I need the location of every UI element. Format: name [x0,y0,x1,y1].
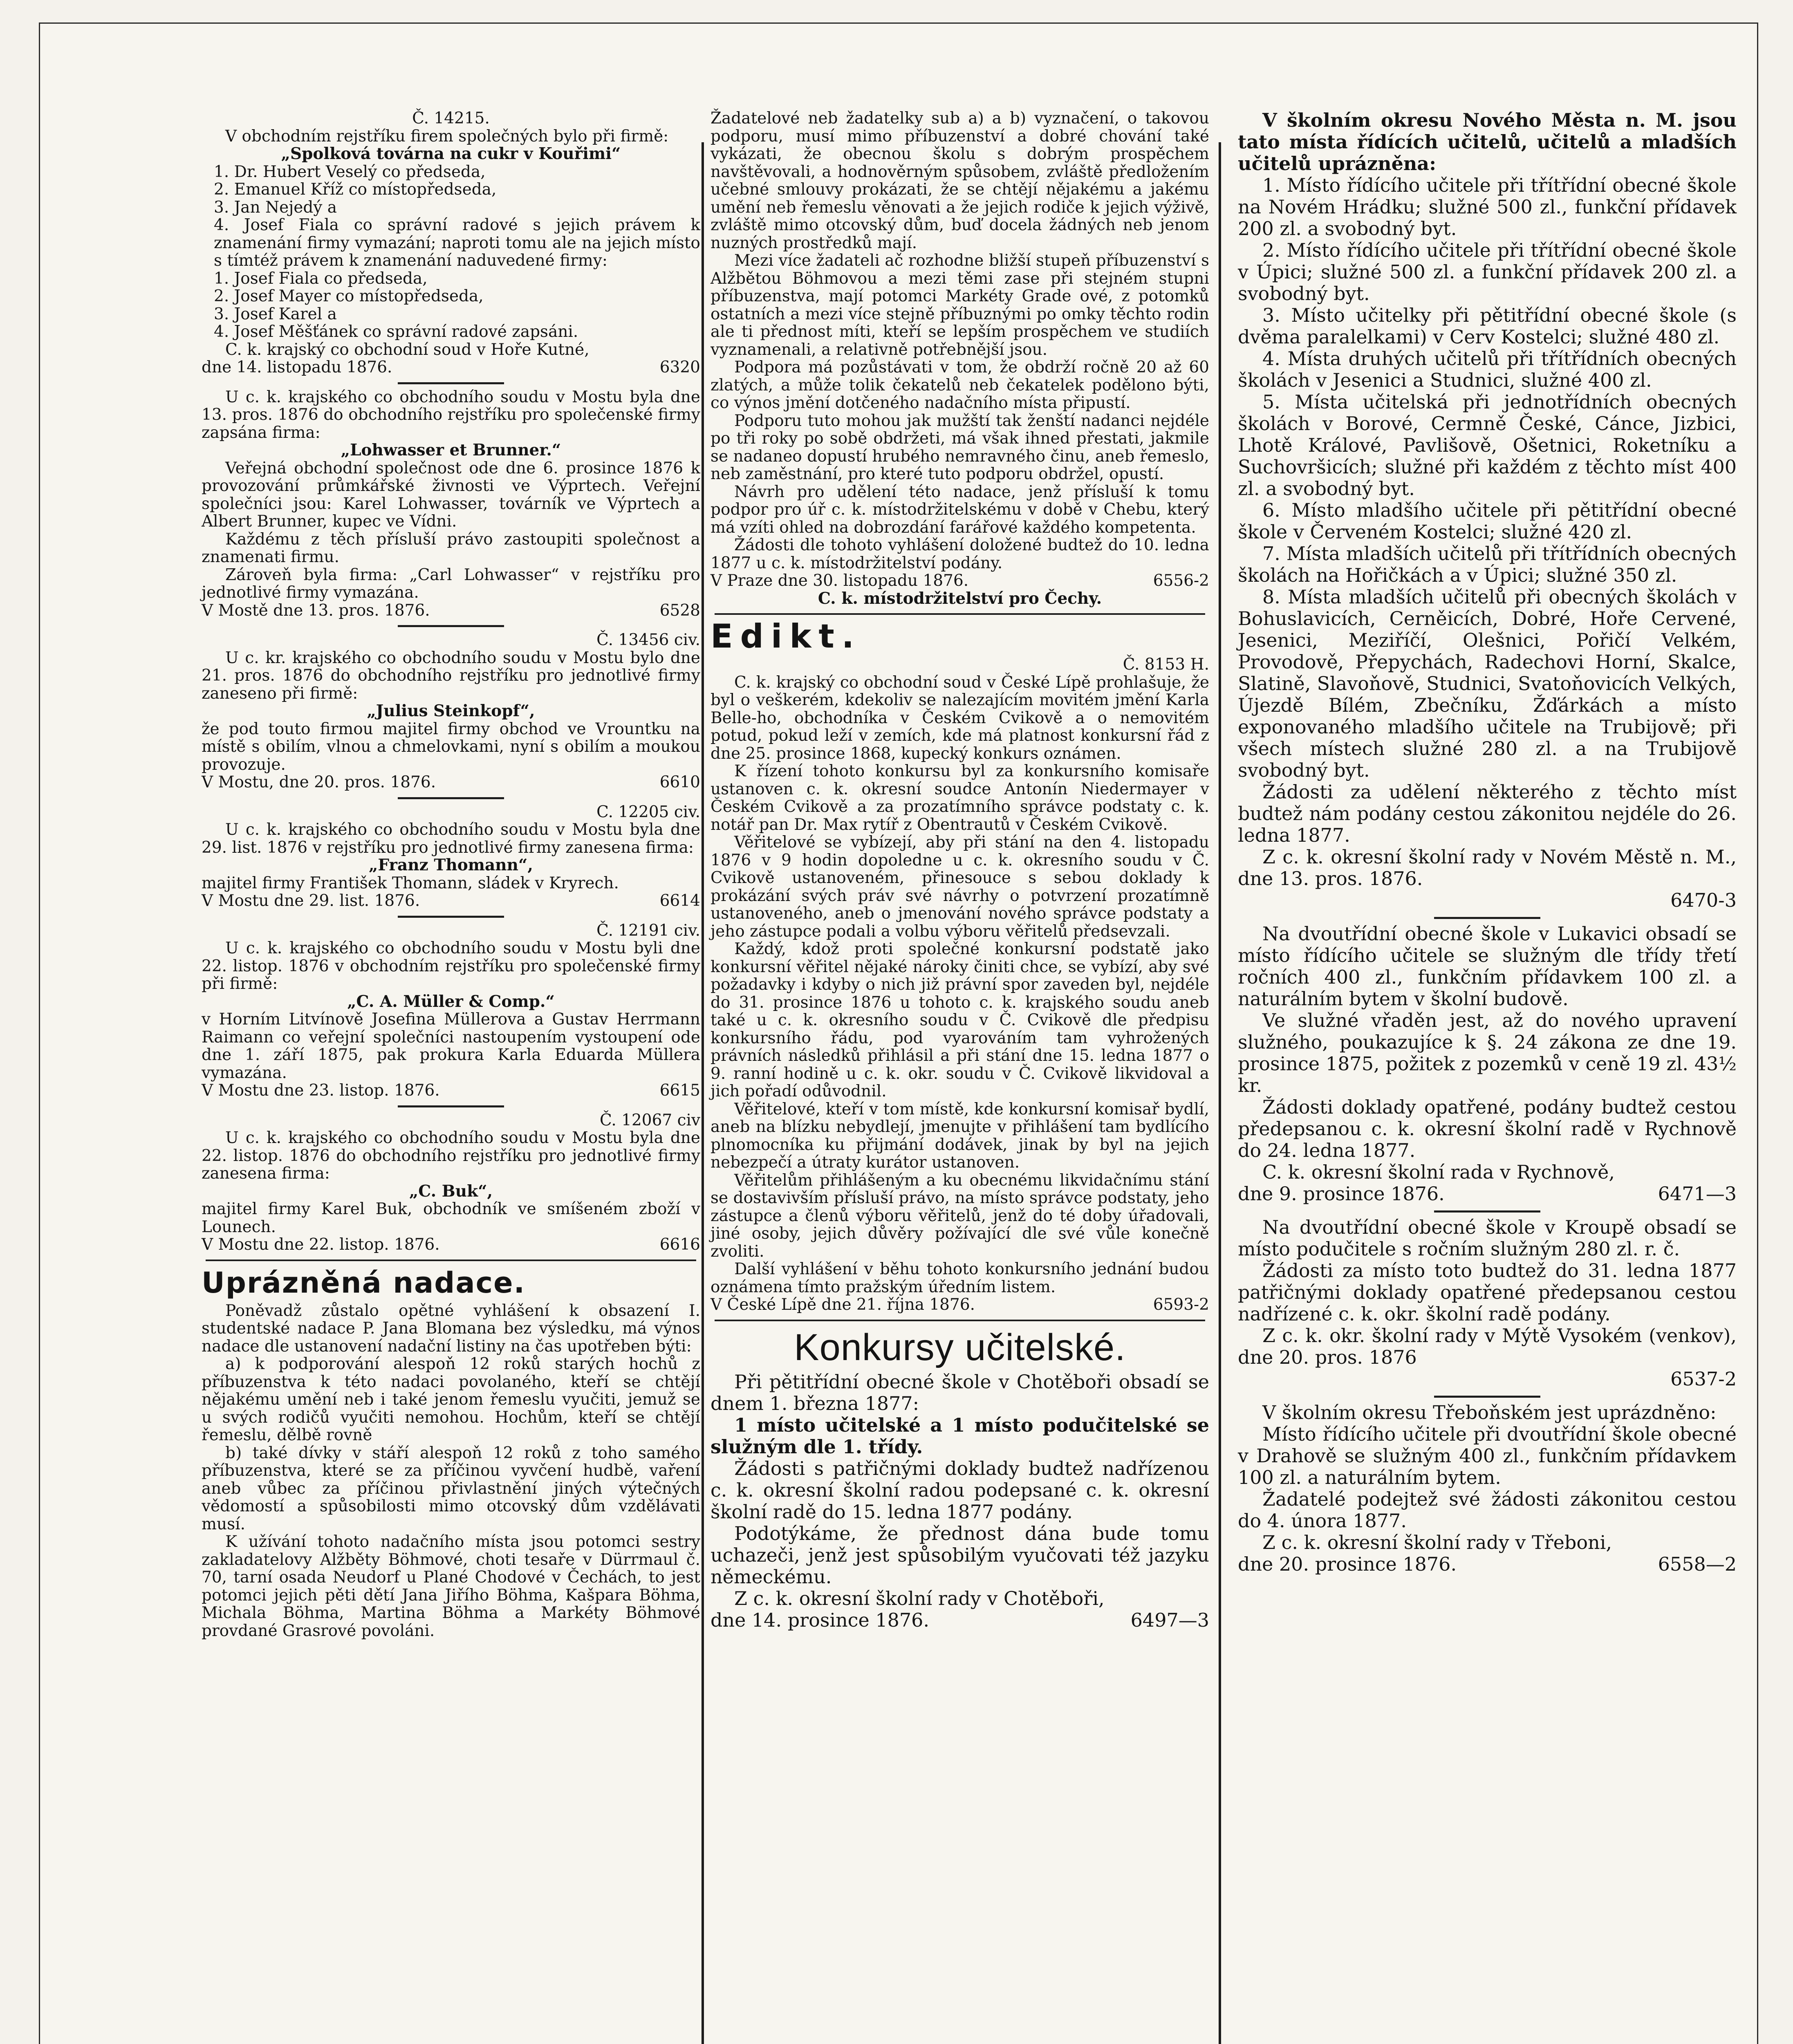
separator [715,1320,1205,1321]
separator [398,625,504,627]
notice-date: V Mostu dne 22. listop. 1876. [202,1235,440,1254]
firm-name: „Julius Steinkopf“, [367,702,535,720]
notice-text: V obchodním rejstříku firem společných bylo při firmě: [225,127,669,146]
member-list [202,270,700,341]
notice-date: V České Lípě dne 21. října 1876. [710,1295,975,1314]
notice-source: Z c. k. okr. školní rady v Mýtě Vysokém (venkov), dne 20. pros. 1876 [1238,1325,1737,1368]
notice-text: 6. Místo mladšího učitele při pětitřídní obecné škole v Červeném Kostelci; služné 420 zl. [1238,499,1737,543]
notice-number: Č. 14215. [412,109,490,128]
notice-text: U c. k. krajského co obchodního soudu v Mostu byli dne 22. listop. 1876 v obchodním rejstříku pro společenské firmy při firmě: [202,939,700,993]
firm-name: „Franz Thomann“, [369,856,533,874]
newspaper-page [39,22,1758,2044]
notice-footer [202,602,700,620]
notice-date: V Mostu dne 23. listop. 1876. [202,1081,440,1100]
notice-text: Každý, kdož proti společné konkursní podstatě jako konkursní věřitel nějaké nároky činiti chce, se vybízí, aby své požadavky i kdyby o nich již právní spor zaveden byl, nejdéle do 31. prosince 1876 u tohoto c. k. krajského soudu aneb také u c. k. okresního soudu v Č. Cvikově dle předpisu konkursního řádu, pod vyarováním tam vyhrožených právních následků přihlásil a při stání dne 15. ledna 1877 o 9. ranní hodině u c. k. okr. soudu v Č. Cvikově likvidoval a jich pořadí odůvodnil. [710,940,1209,1100]
notice-footer [202,773,700,791]
notice-footer [202,892,700,910]
notice-text: K užívání tohoto nadačního místa jsou potomci sestry zakladatelovy Alžběty Böhmové, choti tesaře v Dürrmaul č. 70, tarní osada Neudorf u Plané Chodové v Čechách, to jest potomci jejich pěti dětí Jana Jiřího Böhma, Kašpara Böhma, Michala Böhma, Martina Böhma a Markéty Böhmové provdané Grasrové povoláni. [202,1533,700,1640]
notice-code: 6470-3 [1670,889,1737,911]
notice-date: dne 20. prosince 1876. [1238,1553,1457,1575]
notice-text: U c. k. krajského co obchodního soudu v Mostu byla dne 22. listop. 1876 do obchodního rejstříku pro jednotlivé firmy zanesena firma: [202,1129,700,1183]
notice-text: 5. Místa učitelská při jednotřídních obecných školách v Borové, Cermně České, Cánce, Jizbici, Lhotě Králové, Pavlišově, Ošetnici, Roketníku a Suchovršicích; služné při každém z těchto míst 400 zl. a svobodný byt. [1238,391,1737,500]
list-item: 4. Josef Fiala co správní radové s jejich právem k znamenání firmy vymazání; naproti tomu ale na jejich místo s tímtéž právem k znamenání naduvedené firmy: [214,216,700,270]
notice-text: Místo řídícího učitele při dvoutřídní škole obecné v Drahově se služným 400 zl., funkčním přídavkem 100 zl. a naturálním bytem. [1238,1423,1737,1488]
notice-number: Č. 13456 civ. [596,631,700,649]
notice-footer [202,1082,700,1100]
notice-text: Žádosti s patřičnými doklady budtež nadřízenou c. k. okresní školní radou podepsané c. k. okresní školní radě do 15. ledna 1877 podány. [710,1457,1209,1523]
notice-date: V Mostě dne 13. pros. 1876. [202,601,430,620]
notice-source: C. k. místodržitelství pro Čechy. [818,589,1102,608]
section-heading: Uprázněná nadace. [202,1266,526,1300]
notice-text: Žádosti doklady opatřené, podány budtež cestou předepsanou c. k. okresní školní radě v Rychnově do 24. ledna 1877. [1238,1096,1737,1161]
list-item: 2. Josef Mayer co místopředseda, [214,287,484,305]
list-item: 3. Jan Nejedý a [214,198,337,217]
notice-text: Další vyhlášení v běhu tohoto konkursního jednání budou oznámena tímto pražským úředním listem. [710,1260,1209,1296]
notice-code: 6558—2 [1658,1553,1737,1575]
notice-text: Podotýkáme, že přednost dána bude tomu uchazeči, jenž jest spůsobilým vyučovati též jazyku německému. [710,1522,1209,1588]
notice-number: Č. 8153 H. [1123,655,1209,674]
firm-name: „Spolková továrna na cukr v Kouřimi“ [281,144,621,163]
notice-text: 1 místo učitelské a 1 místo podučitelské se služným dle 1. třídy. [710,1414,1209,1458]
notice-footer [202,359,700,377]
notice-text: Žádosti za místo toto budtež do 31. ledna 1877 patřičnými doklady opatřené předepsanou cestou nadřízené c. k. okr. školní radě podány. [1238,1260,1737,1325]
notice-footer [1238,1183,1737,1205]
notice-text: Při pětitřídní obecné škole v Chotěboři obsadí se dnem 1. března 1877: [710,1370,1209,1414]
notice-code: 6471—3 [1658,1183,1737,1205]
notice-text: Mezi více žadateli ač rozhodne bližší stupeň příbuzenství s Alžbětou Böhmovou a mezi těmi zase při stejném stupni příbuzenstva, mají potomci Markéty Grade ové, z potomků ostatních a mezi více stejně příbuznými po omky těchto rodin ale ti přednost míti, kteří se lepším prospěchem ve studiích vyznamenali, a relativně potřebnější jsou. [710,251,1209,359]
column-middle [710,110,1209,1631]
notice-text: Každému z těch přísluší právo zastoupiti společnost a znamenati firmu. [202,530,700,566]
notice-code: 6615 [659,1081,700,1100]
notice-date: V Mostu dne 29. list. 1876. [202,892,420,910]
notice-text: Veřejná obchodní společnost ode dne 6. prosince 1876 k provozování průmkářské živnosti ve Výprtech. Veřejní společníci jsou: Karel Lohwasser, továrník ve Výprtech a Albert Brunner, kupec ve Vídni. [202,459,700,531]
notice-source: Z c. k. okresní školní rady v Třeboni, [1262,1531,1612,1553]
notice-footer [710,572,1209,590]
notice-text: Žádosti dle tohoto vyhlášení doložené budtež do 10. ledna 1877 u c. k. místodržitelství podány. [710,536,1209,572]
notice-text: Podporu tuto mohou jak mužští tak ženští nadanci nejdéle po tři roky po sobě obdržeti, má však ihned přestati, jakmile se nadaneo dopustí hrubého nemravného činu, aneb řemeslo, neb zaměstnání, pro které tuto podporu obdržel, opustí. [710,411,1209,483]
notice-date: dne 9. prosince 1876. [1238,1183,1445,1205]
notice-footer [202,1236,700,1254]
notice-text: U c. k. krajského co obchodního soudu v Mostu byla dne 13. pros. 1876 do obchodního rejstříku pro společenské firmy zapsána firma: [202,388,700,442]
notice-text: Návrh pro udělení této nadace, jenž přísluší k tomu podpor pro úř c. k. místodržitelskému v době v Chebu, který má vzíti ohled na dobrozdání farářové každého kompetenta. [710,482,1209,537]
list-item: 3. Josef Karel a [214,305,337,323]
notice-code: 6616 [659,1235,700,1254]
notice-text: Na dvoutřídní obecné škole v Kroupě obsadí se místo podučitele s ročním služným 280 zl. r. č. [1238,1216,1737,1260]
notice-text: V školním okresu Nového Města n. M. jsou tato místa řídících učitelů, učitelů a mladších učitelů uprázněna: [1238,109,1737,175]
separator [398,797,504,799]
notice-number: Č. 12191 civ. [596,921,700,940]
notice-text: v Horním Litvínově Josefina Müllerova a Gustav Herrmann Raimann co veřejní společníci nastoupením vystoupení ode dne 1. září 1875, pak prokura Karla Eduarda Müllera vymazána. [202,1010,700,1082]
notice-source: C. k. krajský co obchodní soud v Hoře Kutné, [225,340,589,359]
notice-code: 6320 [659,358,700,377]
notice-text: Poněvadž zůstalo opětné vyhlášení k obsazení I. studentské nadace P. Jana Blomana bez výsledku, má výnos nadace dle ustanovení nadační listiny na čas upotřeben býti: [202,1301,700,1356]
notice-text: Žadatelé podejtež své žádosti zákonitou cestou do 4. února 1877. [1238,1488,1737,1532]
separator [1434,917,1540,919]
notice-code: 6610 [659,773,700,791]
separator [1434,1210,1540,1213]
separator [1434,1396,1540,1398]
column-divider [1219,142,1221,2044]
firm-name: „Lohwasser et Brunner.“ [341,441,561,459]
firm-name: „C. Buk“, [409,1181,493,1201]
notice-source: Z c. k. okresní školní rady v Novém Městě n. M., dne 13. pros. 1876. [1238,846,1737,890]
notice-text: Věřitelové se vybízejí, aby při stání na den 4. listopadu 1876 v 9 hodin dopoledne u c. k. okresního soudu v Č. Cvikově ustanoveném, přinesouce s sebou doklady k prokázání svých práv své návrhy o potvrzení prozatímně ustanoveného, aneb o jmenování nového správce podstaty a jeho zástupce podali a volbu výboru věřitelů předsevzali. [710,833,1209,941]
notice-code: 6528 [659,601,700,620]
notice-footer [1238,1553,1737,1575]
notice-text: U c. k. krajského co obchodního soudu v Mostu byla dne 29. list. 1876 v rejstříku pro jednotlivé firmy zanesena firma: [202,820,700,857]
notice-code: 6556-2 [1153,572,1209,590]
notice-text: Podpora má pozůstávati v tom, že obdrží ročně 20 až 60 zlatých, a může tolik čekatelů neb čekatelek podělono býti, co výnos jmění dotčeného nadačního místa připustí. [710,358,1209,412]
notice-date: V Mostu, dne 20. pros. 1876. [202,773,436,791]
notice-number: Č. 12067 civ [599,1111,700,1130]
notice-date: dne 14. listopadu 1876. [202,358,392,377]
notice-date: dne 14. prosince 1876. [710,1609,930,1631]
notice-text: 8. Místa mladších učitelů při obecných školách v Bohuslavicích, Cerněicích, Dobré, Hoře Cervené, Jesenici, Meziříčí, Olešnici, Pořičí Velkém, Provodově, Přepychách, Radechovi Horní, Skalce, Slatině, Slavoňově, Studnici, Svatoňovicích Velkých, Újezdě Bílém, Zbečníku, Žďárkách a místo exponovaného mladšího učitele na Trubijově; při všech místech služné 280 zl. a na Trubijově svobodný byt. [1238,586,1737,781]
section-heading: Edikt. [710,617,862,655]
notice-code: 6537-2 [1670,1368,1737,1390]
notice-text: Žadatelové neb žadatelky sub a) a b) vyznačení, o takovou podporu, musí mimo příbuzenství a dobré chování také vykázati, že obecnou školu s dobrým prospěchem navštěvovali, a hodnověrným spůsobem, zvláště předložením učebné smlouvy prokázati, že se chtějí nějakému a jakému umění neb řemeslu věnovati a že jejich rodiče k jejich výživě, zvláště mimo otcovský dům, buď docela žádných neb jenom nuzných prostředků mají. [710,109,1209,252]
separator [398,1105,504,1107]
separator [398,916,504,918]
notice-text: U c. kr. krajského co obchodního soudu v Mostu bylo dne 21. pros. 1876 do obchodního rejstříku pro jednotlivé firmy zaneseno při firmě: [202,648,700,703]
notice-code: 6497—3 [1130,1609,1209,1631]
notice-code: 6593-2 [1153,1295,1209,1314]
list-item: 1. Josef Fiala co předseda, [214,269,428,288]
notice-text: Zároveň byla firma: „Carl Lohwasser“ v rejstříku pro jednotlivé firmy vymazána. [202,565,700,602]
notice-text: majitel firmy František Thomann, sládek v Kryrech. [202,874,619,892]
notice-text: V školním okresu Třeboňském jest uprázdněno: [1262,1401,1717,1423]
member-list [202,163,700,270]
notice-text: Věřitelům přihlášeným a ku obecnému likvidačnímu stání se dostavivším přísluší právo, na místo správce podstaty, jeho zástupce a členů výboru věřitelů, jenž do té doby úřadovali, jiné osoby, jejich důvěry požívající dle své vůle konečně zvoliti. [710,1171,1209,1261]
notice-text: Ve služné vřaděn jest, až do nového upravení služného, poukazujíce k §. 24 zákona ze dne 19. prosince 1875, požitek z pozemků v ceně 19 zl. 43½ kr. [1238,1009,1737,1096]
notice-date: V Praze dne 30. listopadu 1876. [710,572,969,590]
konkursy-body [710,1371,1209,1631]
column-left [202,110,700,1640]
notice-text: majitel firmy Karel Buk, obchodník ve smíšeném zboží v Lounech. [202,1200,700,1236]
notice-number: C. 12205 civ. [596,802,700,821]
notice-text: Věřitelové, kteří v tom místě, kde konkursní komisař bydlí, aneb na blízku nebydlejí, jmenujte v přihlášení tam bydlícího plnomocníka ku přijmání dodávek, jinak by byl na jejich nebezpečí a útraty kurátor ustanoven. [710,1100,1209,1172]
notice-text: 7. Místa mladších učitelů při třítřídních obecných školách na Hořičkách a v Úpici; služné 350 zl. [1238,542,1737,586]
notice-source: C. k. okresní školní rada v Rychnově, [1262,1161,1615,1183]
notice-text: K řízení tohoto konkursu byl za konkursního komisaře ustanoven c. k. okresní soudce Antonín Niedermayer v Českém Cvikově a za prozatímního správce podstaty c. k. notář pan Dr. Max rytíř z Obentrautů v Českém Cvikově. [710,762,1209,834]
list-item: 2. Emanuel Kříž co místopředseda, [214,180,497,199]
notice-text: Žádosti za udělení některého z těchto míst budtež nám podány cestou zákonitou nejdéle do 26. ledna 1877. [1238,781,1737,846]
notice-text: že pod touto firmou majitel firmy obchod ve Vrountku na místě s obilím, vlnou a chmelovkami, nyní s obilím a moukou provozuje. [202,719,700,774]
separator [206,1260,696,1261]
notice-source: Z c. k. okresní školní rady v Chotěboři, [734,1587,1105,1609]
notice-text: b) také dívky v stáří alespoň 12 roků z toho samého příbuzenstva, které se za příčinou vyvčení hudbě, vaření aneb vůbec za příčinou přivlastnění jiných výtečných vědomostí a spůsobilosti mimo otcovský dům vzdělávati musí. [202,1443,700,1533]
notice-text: 3. Místo učitelky při pětitřídní obecné škole (s dvěma paralelkami) v Cerv Kostelci; služné 480 zl. [1238,304,1737,348]
notice-text: 1. Místo řídícího učitele při třítřídní obecné škole na Novém Hrádku; služné 500 zl., funkční přídavek 200 zl. a svobodný byt. [1238,174,1737,240]
column-right [1238,110,1737,1575]
column-divider [702,142,704,2044]
notice-text: a) k podporování alespoň 12 roků starých hochů z příbuzenstva k této nadaci povolaného, kteří se chtějí nějakému umění neb i také jenom řemeslu vyučiti, jemuž se u svých rodičů vyučiti nemohou. Hochům, kteří se chtějí řemeslu, dělbě rovně [202,1355,700,1444]
section-heading: Konkursy učitelské. [794,1326,1126,1368]
notice-text: Na dvoutřídní obecné škole v Lukavici obsadí se místo řídícího učitele se služným dle třídy třetí ročních 400 zl., funkčním přídavkem 100 zl. a naturálním bytem v školní budově. [1238,923,1737,1010]
firm-name: „C. A. Müller & Comp.“ [347,992,555,1011]
notice-footer [710,1296,1209,1314]
separator [398,382,504,384]
notice-text: C. k. krajský co obchodní soud v České Lípě prohlašuje, že byl o veškerém, kdekoliv se nalezajícím movitém jmění Karla Belle-ho, obchodníka v Českém Cvikově a o nemovitém potud, pokud leží v zemích, kde má platnost konkursní řád z dne 25. prosince 1868, kupecký konkurs oznámen. [710,673,1209,763]
notice-code: 6614 [659,892,700,910]
list-item: 4. Josef Měšťánek co správní radové zapsáni. [214,323,578,341]
notice-text: 2. Místo řídícího učitele při třítřídní obecné škole v Úpici; služné 500 zl. a funkční přídavek 200 zl. a svobodný byt. [1238,239,1737,305]
separator [715,613,1205,615]
list-item: 1. Dr. Hubert Veselý co předseda, [214,162,486,181]
notice-text: 4. Místa druhých učitelů při třítřídních obecných školách v Jesenici a Studnici, služné 400 zl. [1238,347,1737,391]
notice-footer [710,1609,1209,1631]
